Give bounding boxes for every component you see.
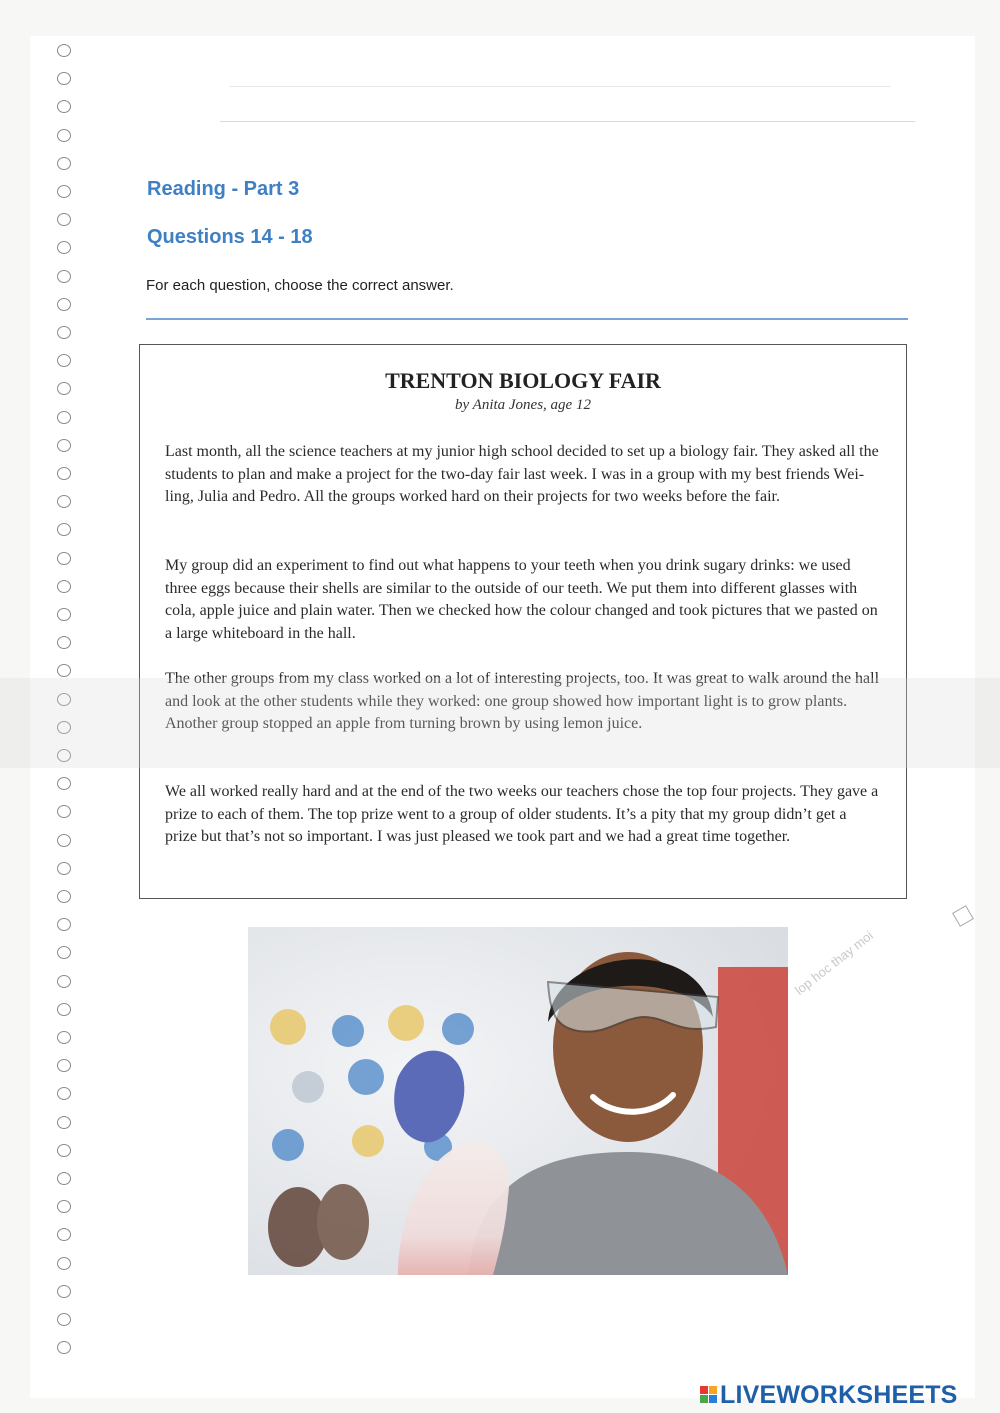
binding-hole [57, 1031, 71, 1044]
binding-hole [57, 129, 71, 142]
footer-brand-text: LIVEWORKSHEETS [720, 1380, 958, 1409]
article-paragraph-3: The other groups from my class worked on a lot of interesting projects, too. It was great to walk around the hall and look at the other students while they worked: one group showed how important light is to grow plants. Another group stopped an apple from turning brown by using lemon juice. [165, 670, 880, 732]
binding-hole [57, 1228, 71, 1241]
student-photo-illustration [248, 927, 788, 1275]
scan-artifact-band [0, 678, 1000, 768]
instruction-divider [146, 318, 908, 320]
binding-hole [57, 1116, 71, 1129]
binding-hole [57, 495, 71, 508]
header-rule-faint [230, 86, 890, 87]
header-rule [220, 121, 915, 122]
binding-hole [57, 862, 71, 875]
binding-hole [57, 467, 71, 480]
instruction-text: For each question, choose the correct answer. [146, 277, 454, 294]
binding-hole [57, 44, 71, 57]
binding-hole [57, 1200, 71, 1213]
binding-hole [57, 1313, 71, 1326]
binding-hole [57, 185, 71, 198]
binding-hole [57, 326, 71, 339]
binding-hole [57, 1341, 71, 1354]
binding-hole [57, 664, 71, 677]
article-byline: by Anita Jones, age 12 [455, 397, 591, 413]
binding-hole [57, 805, 71, 818]
binding-hole [57, 270, 71, 283]
binding-hole [57, 411, 71, 424]
binding-hole [57, 777, 71, 790]
article-paragraph-4: We all worked really hard and at the end of the two weeks our teachers chose the top four projects. They gave a prize to each of them. The top prize went to a group of older students. It’s a pity that my group didn’t get a prize but that’s not so important. I was just pleased we took part and we had a great time together. [165, 783, 879, 845]
logo-tile [709, 1395, 717, 1403]
binding-hole [57, 1144, 71, 1157]
binding-hole [57, 1087, 71, 1100]
logo-tile [700, 1395, 708, 1403]
binding-hole [57, 1285, 71, 1298]
binding-hole [57, 1003, 71, 1016]
article-title: TRENTON BIOLOGY FAIR [385, 368, 661, 393]
binding-hole [57, 157, 71, 170]
binding-hole [57, 608, 71, 621]
stamp-text: lop hoc thay moi [792, 927, 876, 998]
binding-hole [57, 890, 71, 903]
binding-hole [57, 523, 71, 536]
logo-tile [709, 1386, 717, 1394]
liveworksheets-logo-icon [700, 1386, 718, 1404]
footer-brand[interactable] [700, 1382, 958, 1408]
binding-hole [57, 213, 71, 226]
binding-hole [57, 918, 71, 931]
binding-hole [57, 1059, 71, 1072]
binding-hole [57, 975, 71, 988]
binding-hole [57, 946, 71, 959]
binding-hole [57, 1257, 71, 1270]
binding-hole [57, 552, 71, 565]
binding-hole [57, 1172, 71, 1185]
article-paragraph-2: My group did an experiment to find out what happens to your teeth when you drink sugary drinks: we used three eggs because their shells are similar to the outside of our teeth. We put them into different glasses with cola, apple juice and plain water. Then we checked how the colour changed and took pictures that we pasted on a large whiteboard in the hall. [165, 557, 878, 642]
binding-hole [57, 241, 71, 254]
logo-tile [700, 1386, 708, 1394]
binding-hole [57, 100, 71, 113]
binding-hole [57, 834, 71, 847]
binding-hole [57, 439, 71, 452]
section-title: Reading - Part 3 [147, 178, 300, 200]
binding-hole [57, 382, 71, 395]
article-paragraph-1: Last month, all the science teachers at my junior high school decided to set up a biology fair. They asked all the students to plan and make a project for the two-day fair last week. I was in a group with my best friends Wei-ling, Julia and Pedro. All the groups worked hard on their projects for two weeks before the fair. [165, 443, 879, 505]
student-photo [248, 927, 788, 1275]
binding-hole [57, 636, 71, 649]
binding-hole [57, 580, 71, 593]
binding-hole [57, 72, 71, 85]
binding-hole [57, 298, 71, 311]
article-box [139, 344, 907, 899]
questions-range: Questions 14 - 18 [147, 226, 313, 248]
binding-hole [57, 354, 71, 367]
